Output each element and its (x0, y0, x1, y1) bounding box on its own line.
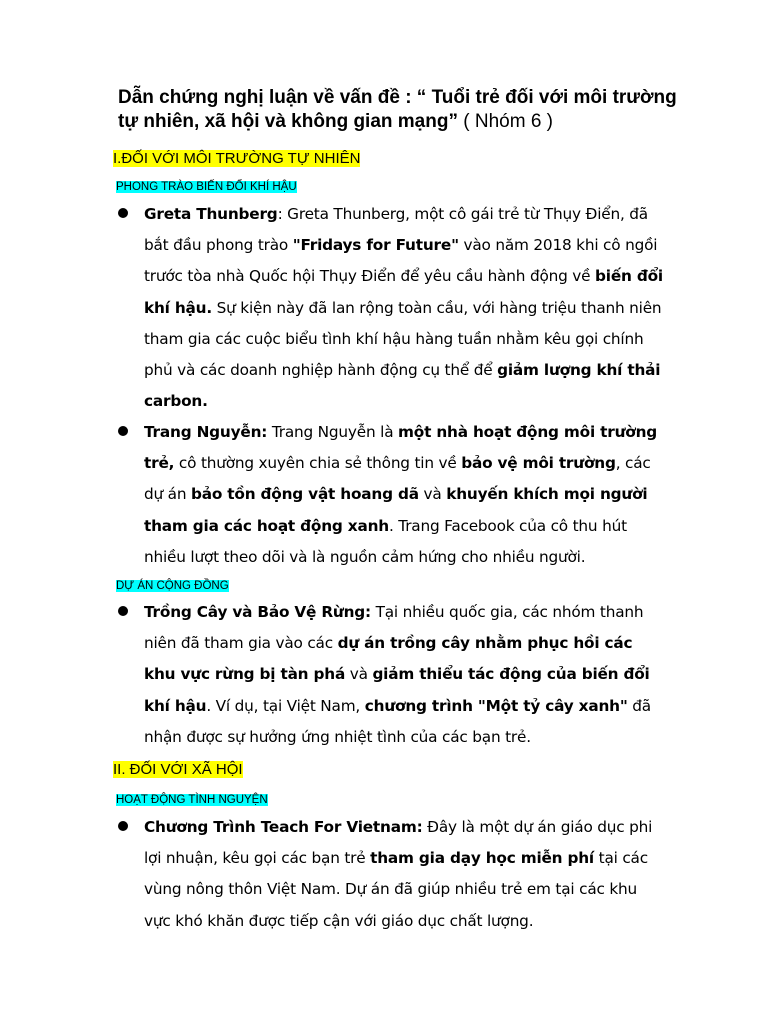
list-item-text (144, 199, 664, 417)
text-run: : Greta Thunberg, một cô gái trẻ từ Thụy Điển, đã bắt đầu phong trào (144, 205, 648, 255)
text-run: Đây là một dự án giáo dục phi lợi nhuận, kêu gọi các bạn trẻ (144, 818, 653, 868)
text-run: và (345, 665, 373, 684)
bold-text-run: dự án trồng cây nhằm phục hồi các khu vực rừng bị tàn phá (144, 634, 633, 684)
bullet-icon (118, 821, 128, 831)
bullet-icon (118, 426, 128, 436)
text-run: đã nhận được sự hưởng ứng nhiệt tình của các bạn trẻ. (144, 696, 651, 746)
list-item-text (144, 812, 664, 937)
document-title (118, 86, 678, 134)
title-group-label: ( Nhóm 6 ) (457, 111, 553, 132)
text-run: vào năm 2018 khi cô ngồi trước tòa nhà Quốc hội Thụy Điển để yêu cầu hành động về (144, 236, 658, 286)
text-run: . Ví dụ, tại Việt Nam, (206, 696, 365, 715)
bold-text-run: giảm lượng khí thải carbon. (144, 361, 661, 411)
subheading-climate (116, 179, 297, 195)
section-heading-society (113, 759, 243, 781)
bold-text-run: khuyến khích mọi người tham gia các hoạt động xanh (144, 485, 648, 535)
text-run: Sự kiện này đã lan rộng toàn cầu, với hàng triệu thanh niên tham gia các cuộc biểu tình khí hậu hàng tuần nhằm kêu gọi chính phủ và các doanh nghiệp hành động cụ thể để (144, 298, 662, 380)
bold-text-run: Trồng Cây và Bảo Vệ Rừng: (144, 603, 371, 621)
list-item-text (144, 417, 664, 573)
bold-text-run: Greta Thunberg (144, 205, 278, 223)
bold-text-run: tham gia dạy học miễn phí (370, 849, 594, 868)
text-run: và (418, 485, 447, 504)
text-run: Tại nhiều quốc gia, các nhóm thanh niên đã tham gia vào các (144, 603, 644, 653)
list-item-text (144, 597, 664, 753)
bullet-icon (118, 606, 128, 616)
section-heading-nature (113, 148, 360, 170)
bold-text-run: một nhà hoạt động môi trường trẻ, (144, 423, 658, 473)
subheading-climate-text: PHONG TRÀO BIẾN ĐỔI KHÍ HẬU (116, 181, 297, 193)
bold-text-run: Chương Trình Teach For Vietnam: (144, 818, 423, 836)
title-main: Dẫn chứng nghị luận về vấn đề : “ Tuổi trẻ đối với môi trường tự nhiên, xã hội và không gian mạng” (118, 87, 677, 132)
subheading-volunteer (116, 792, 268, 808)
bold-text-run: "Fridays for Future" (292, 236, 459, 255)
bold-text-run: bảo tồn động vật hoang dã (191, 485, 419, 504)
text-run: cô thường xuyên chia sẻ thông tin về (174, 454, 462, 473)
text-run: . Trang Facebook của cô thu hút nhiều lượt theo dõi và là nguồn cảm hứng cho nhiều người. (144, 516, 627, 566)
text-run: Trang Nguyễn là (267, 423, 399, 441)
text-run: , các dự án (144, 454, 651, 504)
subheading-volunteer-text: HOẠT ĐỘNG TÌNH NGUYỆN (116, 794, 268, 806)
bold-text-run: bảo vệ môi trường (461, 454, 616, 473)
bold-text-run: Trang Nguyễn: (144, 423, 268, 441)
section-heading-nature-text: I.ĐỐI VỚI MÔI TRƯỜNG TỰ NHIÊN (113, 150, 361, 167)
bold-text-run: biến đổi khí hậu. (144, 267, 663, 317)
bold-text-run: chương trình "Một tỷ cây xanh" (364, 696, 628, 715)
text-run: tại các vùng nông thôn Việt Nam. Dự án đã giúp nhiều trẻ em tại các khu vực khó khăn được tiếp cận với giáo dục chất lượng. (144, 849, 648, 930)
section-heading-society-text: II. ĐỐI VỚI XÃ HỘI (113, 761, 243, 778)
bold-text-run: giảm thiểu tác động của biến đổi khí hậu (144, 665, 650, 715)
bullet-icon (118, 208, 128, 218)
subheading-community-text: DỰ ÁN CỘNG ĐỒNG (116, 580, 229, 592)
subheading-community (116, 578, 229, 594)
